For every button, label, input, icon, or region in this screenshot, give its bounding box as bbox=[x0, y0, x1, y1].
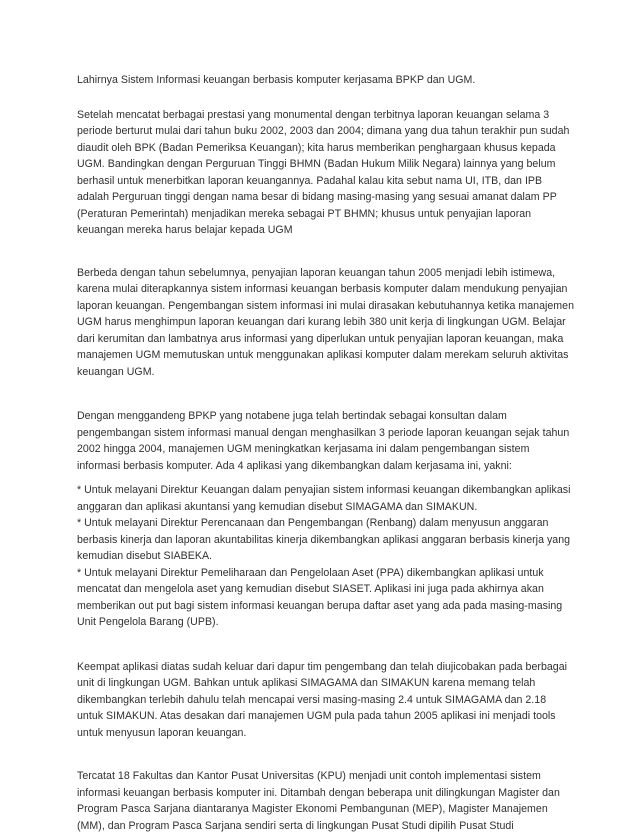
text-line: berbasis kinerja dan laporan akuntabilitas kinerja dikembangkan aplikasi anggaran berbasis kinerja yang bbox=[77, 532, 567, 549]
paragraph-6 bbox=[77, 768, 567, 834]
text-line: mencatat dan mengelola aset yang kemudian disebut SIASET. Aplikasi ini juga pada akhirnya akan bbox=[77, 581, 567, 598]
text-line: laporan keuangan. Pengembangan sistem informasi ini mulai dirasakan kebutuhannya ketika manajemen bbox=[77, 298, 567, 315]
text-line: diaudit oleh BPK (Badan Pemeriksa Keuangan); kita harus memberikan penghargaan khusus kepada bbox=[77, 140, 567, 157]
text-line: informasi keuangan berbasis komputer ini. Ditambah dengan beberapa unit dilingkungan Magister dan bbox=[77, 785, 567, 802]
text-line: karena mulai diterapkannya sistem informasi keuangan berbasis komputer dalam mendukung penyajian bbox=[77, 281, 567, 298]
text-line: untuk SIMAKUN. Atas desakan dari manajemen UGM pula pada tahun 2005 aplikasi ini menjadi tools bbox=[77, 708, 567, 725]
text-line: (MM), dan Program Pasca Sarjana sendiri serta di lingkungan Pusat Studi dipilih Pusat Studi bbox=[77, 818, 567, 834]
text-line: untuk menyusun laporan keuangan. bbox=[77, 725, 567, 742]
text-line: Lahirnya Sistem Informasi keuangan berbasis komputer kerjasama BPKP dan UGM. bbox=[77, 72, 567, 89]
text-line: Berbeda dengan tahun sebelumnya, penyajian laporan keuangan tahun 2005 menjadi lebih istimewa, bbox=[77, 265, 567, 282]
paragraph-3 bbox=[77, 408, 567, 474]
text-line: Tercatat 18 Fakultas dan Kantor Pusat Universitas (KPU) menjadi unit contoh implementasi sistem bbox=[77, 768, 567, 785]
paragraph-1 bbox=[77, 107, 567, 239]
text-line: UGM harus menghimpun laporan keuangan dari kurang lebih 380 unit kerja di lingkungan UGM. Belajar bbox=[77, 314, 567, 331]
list-item: * Untuk melayani Direktur Pemeliharaan dan Pengelolaan Aset (PPA) dikembangkan aplikasi untuk bbox=[77, 565, 567, 582]
list-item: * Untuk melayani Direktur Keuangan dalam penyajian sistem informasi keuangan dikembangkan aplikasi bbox=[77, 482, 567, 499]
text-line: dari kerumitan dan lambatnya arus informasi yang diperlukan untuk penyajian laporan keuangan, maka bbox=[77, 331, 567, 348]
text-line: periode berturut mulai dari tahun buku 2002, 2003 dan 2004; dimana yang dua tahun terakhir pun sudah bbox=[77, 123, 567, 140]
text-line: UGM. Bandingkan dengan Perguruan Tinggi BHMN (Badan Hukum Milik Negara) lainnya yang belum bbox=[77, 156, 567, 173]
text-line: anggaran dan aplikasi akuntansi yang kemudian disebut SIMAGAMA dan SIMAKUN. bbox=[77, 499, 567, 516]
text-line: Setelah mencatat berbagai prestasi yang monumental dengan terbitnya laporan keuangan selama 3 bbox=[77, 107, 567, 124]
text-line: adalah Perguruan tinggi dengan nama besar di bidang masing-masing yang sesuai amanat dalam PP bbox=[77, 189, 567, 206]
text-line: (Peraturan Pemerintah) menjadikan mereka sebagai PT BHMN; khusus untuk penyajian laporan bbox=[77, 206, 567, 223]
paragraph-5 bbox=[77, 659, 567, 742]
text-line: Dengan menggandeng BPKP yang notabene juga telah bertindak sebagai konsultan dalam bbox=[77, 408, 567, 425]
text-line: berhasil untuk menerbitkan laporan keuangannya. Padahal kalau kita sebut nama UI, ITB, dan IPB bbox=[77, 173, 567, 190]
text-line: 2002 hingga 2004, manajemen UGM meningkatkan kerjasama ini dalam pengembangan sistem bbox=[77, 441, 567, 458]
text-line: keuangan mereka harus belajar kepada UGM bbox=[77, 222, 567, 239]
list-item: * Untuk melayani Direktur Perencanaan dan Pengembangan (Renbang) dalam menyusun anggaran bbox=[77, 515, 567, 532]
text-line: Unit Pengelola Barang (UPB). bbox=[77, 614, 567, 631]
text-line: kemudian disebut SIABEKA. bbox=[77, 548, 567, 565]
document-heading bbox=[77, 72, 567, 89]
text-line: unit di lingkungan UGM. Bahkan untuk aplikasi SIMAGAMA dan SIMAKUN karena memang telah bbox=[77, 675, 567, 692]
text-line: Program Pasca Sarjana diantaranya Magister Ekonomi Pembangunan (MEP), Magister Manajemen bbox=[77, 801, 567, 818]
text-line: dikembangkan terlebih dahulu telah mencapai versi masing-masing 2.4 untuk SIMAGAMA dan 2.18 bbox=[77, 692, 567, 709]
document-body bbox=[77, 72, 567, 834]
text-line: pengembangan sistem informasi manual dengan menghasilkan 3 periode laporan keuangan sejak tahun bbox=[77, 425, 567, 442]
paragraph-2 bbox=[77, 265, 567, 381]
text-line: manajemen UGM memutuskan untuk menggunakan aplikasi komputer dalam merekam seluruh aktivitas bbox=[77, 347, 567, 364]
text-line: informasi berbasis komputer. Ada 4 aplikasi yang dikembangkan dalam kerjasama ini, yakni: bbox=[77, 458, 567, 475]
text-line: memberikan out put bagi sistem informasi keuangan berupa daftar aset yang ada pada masing-masing bbox=[77, 598, 567, 615]
text-line: keuangan UGM. bbox=[77, 364, 567, 381]
paragraph-4-application-list bbox=[77, 482, 567, 631]
text-line: Keempat aplikasi diatas sudah keluar dari dapur tim pengembang dan telah diujicobakan pada berbagai bbox=[77, 659, 567, 676]
